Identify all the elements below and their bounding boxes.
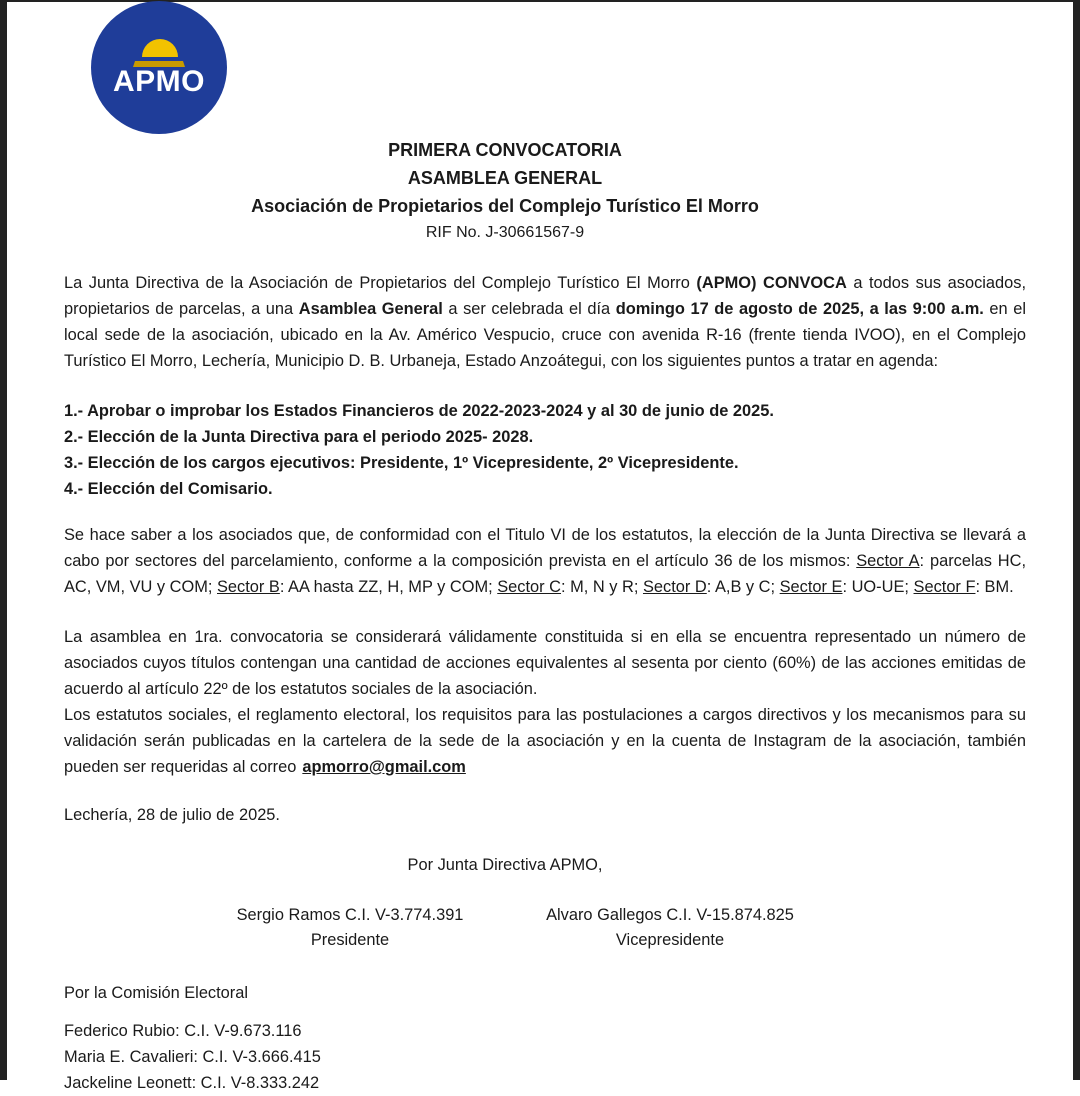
agenda-list: [64, 398, 774, 502]
quorum-paragraph: La asamblea en 1ra. convocatoria se considerará válidamente constituida si en ella se encuentra representado un número de asociados cuyos títulos contengan una cantidad de acciones equivalentes al sesenta por ciento (60%) de las acciones emitidas de acuerdo al artículo 22º de los estatutos sociales de la asociación.: [64, 628, 1026, 698]
intro-text-1: La Junta Directiva de la Asociación de Propietarios del Complejo Turístico El Morro: [64, 274, 697, 292]
sector-b-text: : AA hasta ZZ, H, MP y COM;: [279, 578, 498, 596]
agenda-item: 2.- Elección de la Junta Directiva para el periodo 2025- 2028.: [64, 428, 534, 446]
rif-number: RIF No. J-30661567-9: [425, 224, 585, 241]
sector-d-text: : A,B y C;: [706, 578, 780, 596]
intro-text-2: a todos sus asociados, propietarios de parcelas, a una: [64, 274, 1027, 318]
statutes-paragraph: [64, 702, 1026, 780]
vicepresident-name: Alvaro Gallegos C.I. V-15.874.825: [546, 906, 794, 924]
sector-e-text: : UO-UE;: [842, 578, 914, 596]
title-asamblea-general: ASAMBLEA GENERAL: [407, 168, 603, 188]
intro-bold-convoca: (APMO) CONVOCA: [696, 274, 847, 292]
commission-member: Federico Rubio: C.I. V-9.673.116: [64, 1022, 302, 1040]
signature-president: [230, 903, 470, 953]
intro-bold-asamblea: Asamblea General: [298, 300, 443, 318]
logo-text: APMO: [113, 65, 205, 98]
sector-c-label: Sector C: [497, 578, 562, 596]
sector-d-label: Sector D: [642, 578, 707, 596]
president-name: Sergio Ramos C.I. V-3.774.391: [236, 906, 464, 924]
sector-c-text: : M, N y R;: [561, 578, 643, 596]
commission-members: [64, 1018, 321, 1096]
title-primera-convocatoria: PRIMERA CONVOCATORIA: [388, 140, 622, 160]
sector-f-label: Sector F: [913, 578, 976, 596]
commission-member: Jackeline Leonett: C.I. V-8.333.242: [64, 1074, 320, 1092]
commission-member: Maria E. Cavalieri: C.I. V-3.666.415: [64, 1048, 321, 1066]
sectors-intro: Se hace saber a los asociados que, de conformidad con el Titulo VI de los estatutos, la elección de la Junta Directiva se llevará a cabo por sectores del parcelamiento, conforme a la composición prevista en el artículo 36 de los mismos:: [64, 526, 1026, 570]
por-junta-directiva: Por Junta Directiva APMO,: [407, 856, 603, 874]
email-link[interactable]: apmorro@gmail.com: [302, 758, 466, 776]
statutes-text: Los estatutos sociales, el reglamento electoral, los requisitos para las postulaciones a cargos directivos y los mecanismos para su validación serán publicadas en la cartelera de la sede de la asociación y en la cuenta de Instagram de la asociación, también pueden ser requeridas al correo: [64, 706, 1026, 776]
intro-text-4: en el local sede de la asociación, ubicado en la Av. Américo Vespucio, cruce con avenida R-16 (frente tienda IVOO), en el Complejo Turístico El Morro, Lechería, Municipio D. B. Urbaneja, Estado Anzoátegui, con los siguientes puntos a tratar en agenda:: [64, 300, 1026, 370]
sector-b-label: Sector B: [217, 578, 280, 596]
intro-paragraph: [64, 270, 1026, 374]
sectors-paragraph: [64, 522, 1026, 600]
agenda-item: 3.- Elección de los cargos ejecutivos: Presidente, 1º Vicepresidente, 2º Vicepresidente.: [64, 454, 739, 472]
president-role: Presidente: [310, 931, 390, 949]
sector-f-text: : BM.: [975, 578, 1014, 596]
apmo-logo: [91, 1, 227, 134]
intro-bold-date: domingo 17 de agosto de 2025, a las 9:00 a.m.: [615, 300, 984, 318]
sector-a-label: Sector A: [856, 552, 920, 570]
agenda-item: 1.- Aprobar o improbar los Estados Financieros de 2022-2023-2024 y al 30 de junio de 2025.: [64, 402, 774, 420]
date-line: Lechería, 28 de julio de 2025.: [64, 806, 280, 824]
vicepresident-role: Vicepresidente: [615, 931, 725, 949]
sector-e-label: Sector E: [779, 578, 843, 596]
intro-text-3: a ser celebrada el día: [442, 300, 616, 318]
agenda-item: 4.- Elección del Comisario.: [64, 480, 273, 498]
signature-vicepresident: [535, 903, 805, 953]
title-association-name: Asociación de Propietarios del Complejo Turístico El Morro: [251, 196, 759, 216]
commission-title: Por la Comisión Electoral: [64, 984, 249, 1002]
sector-a-text: : parcelas HC, AC, VM, VU y COM;: [64, 552, 1027, 596]
